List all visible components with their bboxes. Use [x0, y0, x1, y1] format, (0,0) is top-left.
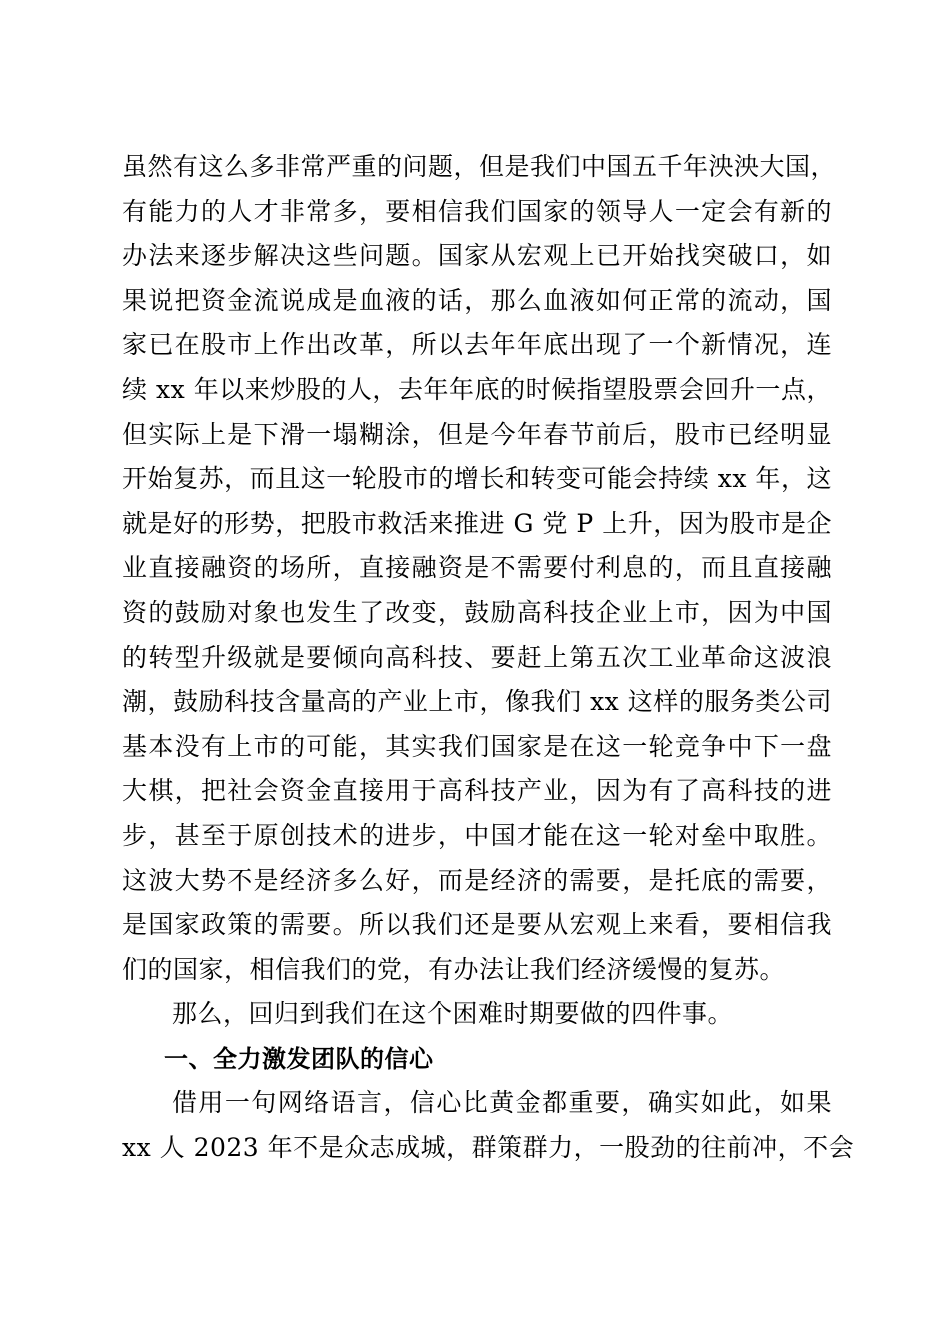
paragraph-2	[122, 992, 832, 1037]
document-body	[122, 145, 855, 1171]
text-line: 家已在股市上作出改革，所以去年年底出现了一个新情况，连	[122, 330, 832, 360]
text-line: 续 xx 年以来炒股的人，去年年底的时候指望股票会回升一点，	[122, 374, 832, 404]
section-heading	[122, 1037, 832, 1082]
text-line: 借用一句网络语言，信心比黄金都重要，确实如此，如果	[172, 1088, 832, 1118]
text-line: 那么，回归到我们在这个困难时期要做的四件事。	[172, 999, 734, 1029]
text-line: xx 人 2023 年不是众志成城，群策群力，一股劲的往前冲，不会	[122, 1133, 855, 1163]
text-line: 这波大势不是经济多么好，而是经济的需要，是托底的需要，	[122, 865, 832, 895]
text-line: 有能力的人才非常多，要相信我们国家的领导人一定会有新的	[122, 196, 832, 226]
text-line: 是国家政策的需要。所以我们还是要从宏观上来看，要相信我	[122, 910, 832, 940]
text-line: 潮，鼓励科技含量高的产业上市，像我们 xx 这样的服务类公司	[122, 687, 832, 717]
text-line: 但实际上是下滑一塌糊涂，但是今年春节前后，股市已经明显	[122, 419, 832, 449]
text-line: 步，甚至于原创技术的进步，中国才能在这一轮对垒中取胜。	[122, 820, 832, 850]
text-line: 果说把资金流说成是血液的话，那么血液如何正常的流动，国	[122, 285, 832, 315]
text-line: 资的鼓励对象也发生了改变，鼓励高科技企业上市，因为中国	[122, 597, 832, 627]
text-line: 基本没有上市的可能，其实我们国家是在这一轮竞争中下一盘	[122, 731, 832, 761]
text-line: 办法来逐步解决这些问题。国家从宏观上已开始找突破口，如	[122, 241, 832, 271]
text-line: 大棋，把社会资金直接用于高科技产业，因为有了高科技的进	[122, 776, 832, 806]
heading-text: 一、全力激发团队的信心	[164, 1044, 434, 1073]
paragraph-3	[122, 1081, 855, 1170]
text-line: 开始复苏，而且这一轮股市的增长和转变可能会持续 xx 年，这	[122, 464, 832, 494]
text-line: 的转型升级就是要倾向高科技、要赶上第五次工业革命这波浪	[122, 642, 832, 672]
text-line: 业直接融资的场所，直接融资是不需要付利息的，而且直接融	[122, 553, 832, 583]
text-line: 就是好的形势，把股市救活来推进 G 党 P 上升，因为股市是企	[122, 508, 832, 538]
paragraph-1	[122, 145, 837, 992]
text-line: 虽然有这么多非常严重的问题，但是我们中国五千年泱泱大国，	[122, 152, 837, 181]
text-line: 们的国家，相信我们的党，有办法让我们经济缓慢的复苏。	[122, 954, 786, 984]
